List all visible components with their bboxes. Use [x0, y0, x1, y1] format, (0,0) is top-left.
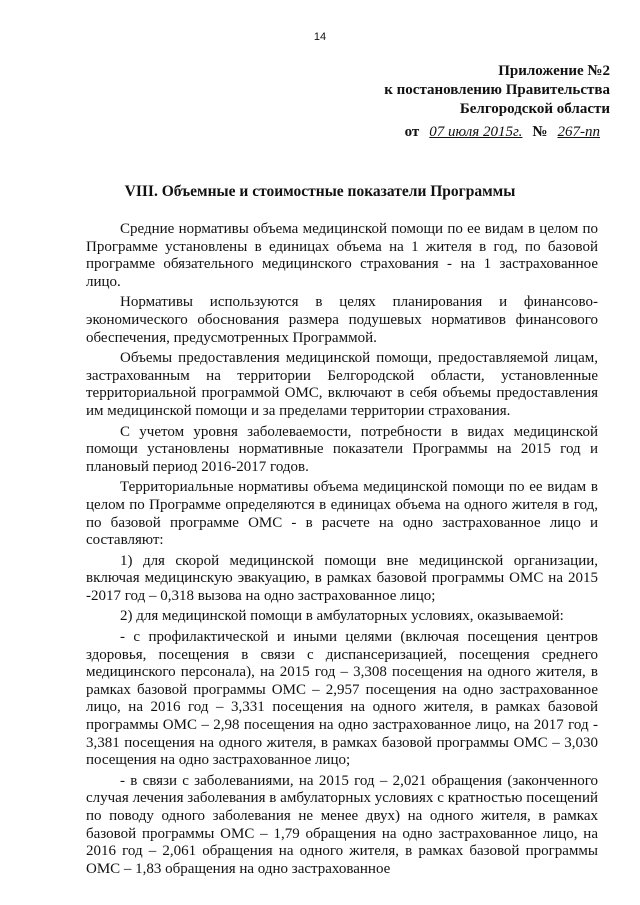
document-body: [86, 221, 598, 878]
appendix-date-line: [310, 123, 610, 142]
paragraph: Объемы предоставления медицинской помощи, предоставляемой лицам, застрахованным на территории Белгородской области, установленные территориальной программой ОМС, включают в себя объемы предоставления им медицинской помощи и за пределами территории страхования.: [86, 350, 598, 419]
date-prefix: от: [404, 124, 420, 140]
appendix-region: Белгородской области: [459, 101, 610, 117]
appendix-resolution: к постановлению Правительства: [384, 82, 610, 98]
paragraph: Нормативы используются в целях планирования и финансово-экономического обоснования размера подушевых нормативов финансового обеспечения, предусмотренных Программой.: [86, 294, 598, 346]
number-prefix: №: [532, 124, 548, 140]
appendix-title: Приложение №2: [498, 63, 610, 79]
paragraph: - в связи с заболеваниями, на 2015 год – 2,021 обращения (законченного случая лечения заболевания в амбулаторных условиях с кратностью посещений по поводу одного заболевания не менее двух) на одного жителя, в рамках базовой программы ОМС – 1,79 обращения на одно застрахованное лицо, на 2016 год – 2,061 обращения на одного жителя, в рамках базовой программы ОМС – 1,83 обращения на одно застрахованное: [86, 772, 598, 877]
paragraph: Территориальные нормативы объема медицинской помощи по ее видам в целом по Программе определяются в единицах объема на одного жителя в год, по базовой программе ОМС - в расчете на одно застрахованное лицо и составляют:: [86, 479, 598, 549]
resolution-number: 267-пп: [557, 124, 600, 140]
resolution-date: 07 июля 2015г.: [429, 124, 523, 140]
paragraph: - с профилактической и иными целями (включая посещения центров здоровья, посещения в связи с диспансеризацией, посещения среднего медицинского персонала), на 2015 год – 3,308 посещения на одного жителя, в рамках базовой программы ОМС – 2,957 посещения на одно застрахованное лицо, на 2016 год – 3,331 посещения на одного жителя, в рамках базовой программы ОМС – 2,98 посещения на одно застрахованное лицо, на 2017 год - 3,381 посещения на одного жителя, в рамках базовой программы ОМС – 3,030 посещения на одно застрахованное лицо;: [86, 629, 598, 769]
section-title: VIII. Объемные и стоимостные показатели Программы: [124, 183, 516, 200]
paragraph: Средние нормативы объема медицинской помощи по ее видам в целом по Программе установлены в единицах объема на 1 жителя в год, по базовой программе обязательного медицинского страхования - на 1 застрахованное лицо.: [86, 221, 598, 290]
paragraph: С учетом уровня заболеваемости, потребности в видах медицинской помощи установлены нормативные показатели Программы на 2015 год и плановый период 2016-2017 годов.: [86, 423, 598, 475]
page-number: 14: [313, 31, 327, 43]
paragraph: 2) для медицинской помощи в амбулаторных условиях, оказываемой:: [120, 608, 564, 625]
appendix-block: [310, 62, 610, 142]
paragraph: 1) для скорой медицинской помощи вне медицинской организации, включая медицинскую эвакуацию, в рамках базовой программы ОМС на 2015 -2017 год – 0,318 вызова на одно застрахованное лицо;: [86, 552, 598, 604]
